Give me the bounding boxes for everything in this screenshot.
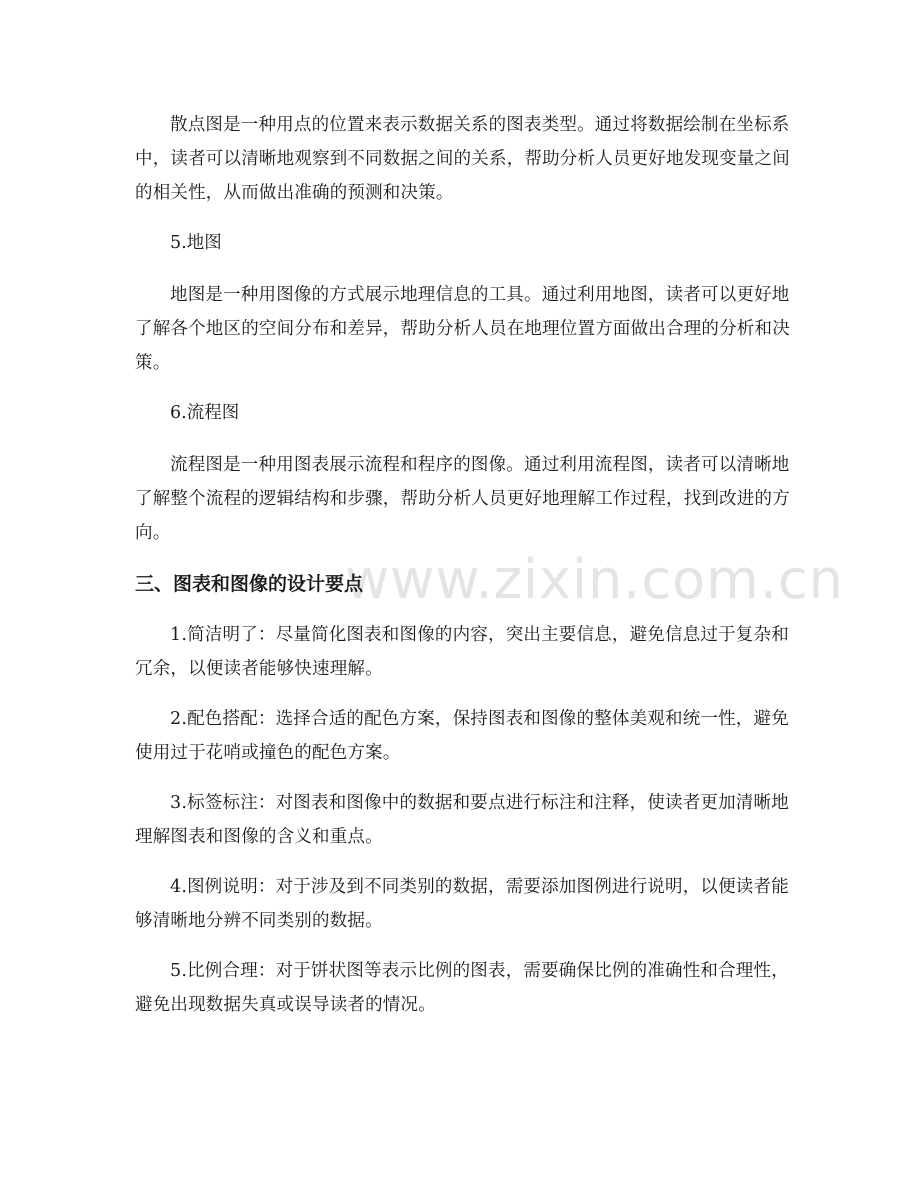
section-heading: 三、图表和图像的设计要点	[135, 573, 364, 595]
design-point-1: 1.简洁明了：尽量简化图表和图像的内容，突出主要信息，避免信息过于复杂和冗余，以便读者能够快速理解。	[135, 625, 789, 679]
flowchart-item-title: 6.流程图	[170, 403, 240, 423]
map-description: 地图是一种用图像的方式展示地理信息的工具。通过利用地图，读者可以更好地了解各个地区的空间分布和差异，帮助分析人员在地理位置方面做出合理的分析和决策。	[135, 285, 790, 373]
flowchart-description: 流程图是一种用图表展示流程和程序的图像。通过利用流程图，读者可以清晰地了解整个流程的逻辑结构和步骤，帮助分析人员更好地理解工作过程，找到改进的方向。	[135, 455, 790, 543]
design-point-2: 2.配色搭配：选择合适的配色方案，保持图表和图像的整体美观和统一性，避免使用过于花哨或撞色的配色方案。	[135, 709, 789, 763]
watermark: www.zixin.com.cn	[345, 548, 844, 611]
scatter-description: 散点图是一种用点的位置来表示数据关系的图表类型。通过将数据绘制在坐标系中，读者可以清晰地观察到不同数据之间的关系，帮助分析人员更好地发现变量之间的相关性，从而做出准确的预测和决策。	[135, 115, 790, 203]
design-point-3: 3.标签标注：对图表和图像中的数据和要点进行标注和注释，使读者更加清晰地理解图表和图像的含义和重点。	[135, 793, 789, 847]
map-item-title: 5.地图	[170, 233, 222, 253]
design-point-5: 5.比例合理：对于饼状图等表示比例的图表，需要确保比例的准确性和合理性，避免出现数据失真或误导读者的情况。	[135, 961, 789, 1015]
design-point-4: 4.图例说明：对于涉及到不同类别的数据，需要添加图例进行说明，以便读者能够清晰地分辨不同类别的数据。	[135, 877, 789, 931]
